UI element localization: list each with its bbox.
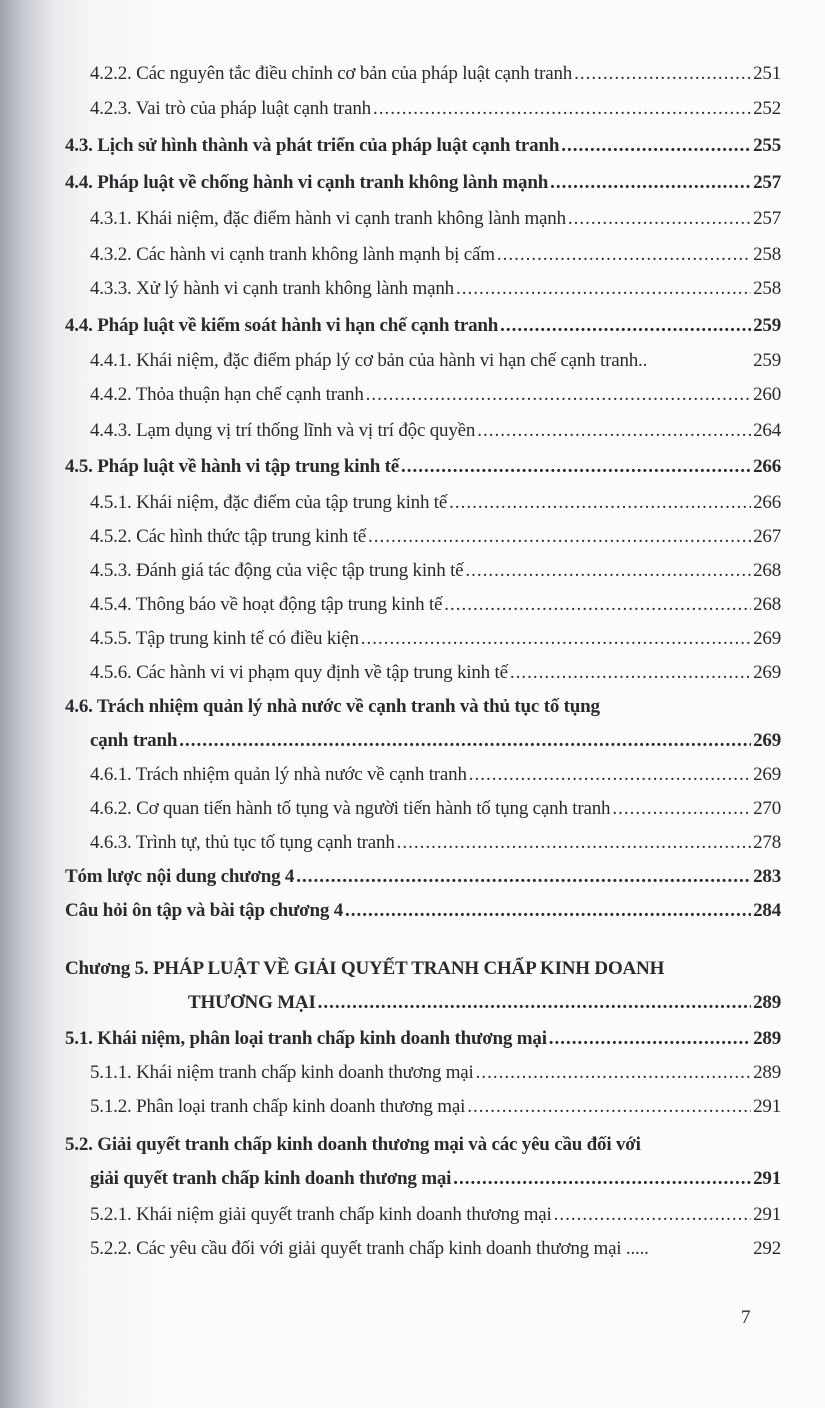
toc-entry-title: 4.6.2. Cơ quan tiến hành tố tụng và người tiến hành tố tụng cạnh tranh	[90, 798, 611, 819]
dot-leader	[500, 314, 751, 338]
toc-entry	[90, 525, 781, 549]
dot-leader	[444, 593, 751, 617]
dot-leader	[296, 865, 751, 889]
toc-entry-page: 269	[753, 628, 781, 649]
toc-entry	[90, 1167, 781, 1191]
toc-entry-title: 4.5. Pháp luật về hành vi tập trung kinh tế	[65, 456, 400, 477]
toc-entry-page: 255	[753, 135, 781, 156]
toc-entry-title: 4.5.1. Khái niệm, đặc điểm của tập trung kinh tế	[90, 492, 448, 513]
toc-entry-title: 5.1.2. Phân loại tranh chấp kinh doanh thương mại	[90, 1096, 466, 1117]
toc-entry-page: 268	[753, 560, 781, 581]
dot-leader	[477, 419, 751, 443]
toc-entry	[65, 957, 781, 981]
toc-entry-page: 257	[753, 208, 781, 229]
toc-entry-page: 292	[753, 1238, 781, 1259]
dot-leader	[456, 277, 751, 301]
toc-entry-title: THƯƠNG MẠI	[188, 992, 316, 1013]
dot-leader	[179, 729, 751, 753]
toc-entry	[65, 1027, 781, 1051]
toc-entry-page: 258	[753, 278, 781, 299]
toc-entry-title: 5.2.1. Khái niệm giải quyết tranh chấp kinh doanh thương mại	[90, 1204, 552, 1225]
toc-entry-title: 4.5.4. Thông báo về hoạt động tập trung kinh tế	[90, 594, 443, 615]
toc-entry-page: 291	[753, 1204, 781, 1225]
dot-leader	[469, 763, 751, 787]
toc-entry-title: Chương 5. PHÁP LUẬT VỀ GIẢI QUYẾT TRANH CHẤP KINH DOANH	[65, 958, 665, 979]
toc-entry-page: 260	[753, 384, 781, 405]
dot-leader	[574, 62, 751, 86]
toc-entry	[65, 899, 781, 923]
toc-entry-title: giải quyết tranh chấp kinh doanh thương mại	[90, 1168, 452, 1189]
toc-entry-title: 4.5.5. Tập trung kinh tế có điều kiện	[90, 628, 359, 649]
toc-entry-page: 269	[753, 764, 781, 785]
dot-leader	[361, 627, 751, 651]
toc-entry	[90, 62, 781, 86]
dot-leader	[550, 171, 751, 195]
toc-entry-page: 259	[753, 315, 781, 336]
toc-entry-page: 269	[753, 730, 781, 751]
toc-entry	[90, 831, 781, 855]
toc-entry-page: 266	[753, 492, 781, 513]
toc-entry-title: 4.5.6. Các hành vi vi phạm quy định về tập trung kinh tế	[90, 662, 508, 683]
dot-leader	[568, 207, 751, 231]
toc-entry	[90, 207, 781, 231]
toc-entry	[90, 491, 781, 515]
dot-leader	[449, 491, 751, 515]
toc-entry	[90, 419, 781, 443]
toc-entry-title: 4.3. Lịch sử hình thành và phát triển của pháp luật cạnh tranh	[65, 135, 560, 156]
toc-entry	[65, 171, 781, 195]
toc-entry	[90, 1095, 781, 1119]
toc-entry-title: 4.5.2. Các hình thức tập trung kinh tế	[90, 526, 367, 547]
toc-entry-title: 4.6. Trách nhiệm quản lý nhà nước về cạnh tranh và thủ tục tố tụng	[65, 696, 600, 717]
toc-entry	[90, 1203, 781, 1227]
toc-entry-title: 4.4. Pháp luật về kiểm soát hành vi hạn chế cạnh tranh	[65, 315, 499, 336]
dot-leader	[467, 1095, 751, 1119]
toc-entry-page: 266	[753, 456, 781, 477]
toc-entry-page: 283	[753, 866, 781, 887]
toc-entry-title: cạnh tranh	[90, 730, 178, 751]
toc-entry	[90, 729, 781, 753]
toc-entry-title: 4.2.3. Vai trò của pháp luật cạnh tranh	[90, 98, 371, 119]
toc-entry-title: Câu hỏi ôn tập và bài tập chương 4	[65, 900, 344, 921]
toc-entry	[90, 277, 781, 301]
dot-leader	[465, 559, 751, 583]
toc-entry	[65, 695, 781, 719]
toc-entry	[90, 383, 781, 407]
toc-entry-title: 4.2.2. Các nguyên tắc điều chỉnh cơ bản của pháp luật cạnh tranh	[90, 63, 573, 84]
toc-entry-page: 258	[753, 244, 781, 265]
toc-entry	[90, 243, 781, 267]
dot-leader	[397, 831, 751, 855]
toc-entry-page: 268	[753, 594, 781, 615]
dot-leader	[453, 1167, 751, 1191]
dot-leader	[401, 455, 751, 479]
toc-entry-page: 267	[753, 526, 781, 547]
dot-leader	[549, 1027, 751, 1051]
toc-entry-page: 278	[753, 832, 781, 853]
toc-entry-page: 289	[753, 1062, 781, 1083]
toc-entry-title: 4.6.1. Trách nhiệm quản lý nhà nước về cạnh tranh	[90, 764, 467, 785]
toc-entry-page: 291	[753, 1096, 781, 1117]
dot-leader	[373, 97, 751, 121]
dot-leader	[366, 383, 751, 407]
toc-entry	[90, 1061, 781, 1085]
toc-entry	[90, 627, 781, 651]
toc-entry	[65, 134, 781, 158]
toc-entry-page: 269	[753, 662, 781, 683]
toc-entry-page: 264	[753, 420, 781, 441]
toc-entry-title: 4.4. Pháp luật về chống hành vi cạnh tranh không lành mạnh	[65, 172, 549, 193]
toc-entry-title: Tóm lược nội dung chương 4	[65, 866, 295, 887]
dot-leader	[476, 1061, 751, 1085]
page-number: 7	[741, 1307, 751, 1328]
toc-entry-title: 5.2. Giải quyết tranh chấp kinh doanh thương mại và các yêu cầu đối với	[65, 1134, 641, 1155]
toc-entry	[65, 865, 781, 889]
toc-entry	[90, 349, 781, 373]
toc-entry-page: 291	[753, 1168, 781, 1189]
toc-entry-title: 4.4.1. Khái niệm, đặc điểm pháp lý cơ bản của hành vi hạn chế cạnh tranh..	[90, 350, 648, 371]
toc-entry	[65, 455, 781, 479]
dot-leader	[368, 525, 751, 549]
toc-entry	[90, 797, 781, 821]
dot-leader	[561, 134, 751, 158]
toc-entry-page: 251	[753, 63, 781, 84]
toc-entry-title: 4.4.2. Thỏa thuận hạn chế cạnh tranh	[90, 384, 364, 405]
toc-entry-page: 270	[753, 798, 781, 819]
toc-entry	[65, 1133, 781, 1157]
toc-entry	[65, 314, 781, 338]
toc-entry	[90, 763, 781, 787]
dot-leader	[612, 797, 751, 821]
dot-leader	[497, 243, 751, 267]
toc-entry-page: 289	[753, 1028, 781, 1049]
toc-entry-title: 4.4.3. Lạm dụng vị trí thống lĩnh và vị trí độc quyền	[90, 420, 476, 441]
toc-entry-title: 5.1. Khái niệm, phân loại tranh chấp kinh doanh thương mại	[65, 1028, 547, 1049]
toc-entry-page: 259	[753, 350, 781, 371]
toc-entry-page: 289	[753, 992, 781, 1013]
toc-entry	[90, 559, 781, 583]
toc-entry-title: 5.2.2. Các yêu cầu đối với giải quyết tranh chấp kinh doanh thương mại .....	[90, 1238, 649, 1259]
toc-entry-title: 4.6.3. Trình tự, thủ tục tố tụng cạnh tranh	[90, 832, 395, 853]
dot-leader	[318, 991, 751, 1015]
toc-entry	[90, 1237, 781, 1261]
toc-entry-title: 4.5.3. Đánh giá tác động của việc tập trung kinh tế	[90, 560, 464, 581]
toc-entry-page: 284	[753, 900, 781, 921]
toc-entry-title: 5.1.1. Khái niệm tranh chấp kinh doanh thương mại	[90, 1062, 474, 1083]
dot-leader	[510, 661, 751, 685]
toc-entry-page: 257	[753, 172, 781, 193]
toc-entry-title: 4.3.2. Các hành vi cạnh tranh không lành mạnh bị cấm	[90, 244, 495, 265]
dot-leader	[554, 1203, 751, 1227]
toc-entry-title: 4.3.3. Xử lý hành vi cạnh tranh không lành mạnh	[90, 278, 454, 299]
toc-entry	[90, 97, 781, 121]
toc-entry	[90, 593, 781, 617]
toc-entry-page: 252	[753, 98, 781, 119]
toc-entry-title: 4.3.1. Khái niệm, đặc điểm hành vi cạnh tranh không lành mạnh	[90, 208, 566, 229]
toc-entry	[90, 661, 781, 685]
dot-leader	[345, 899, 751, 923]
toc-entry	[188, 991, 781, 1015]
